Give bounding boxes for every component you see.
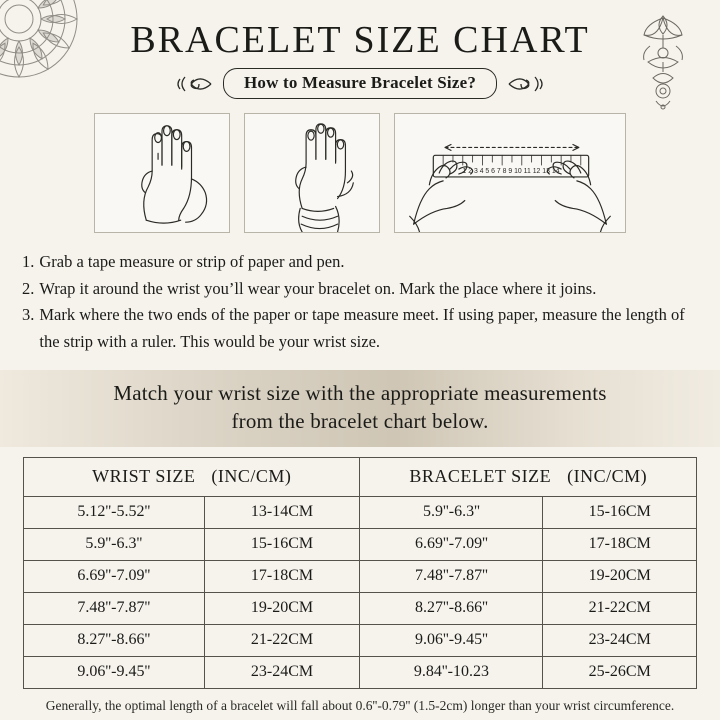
cell-bracelet-cm: 23-24CM xyxy=(543,624,697,656)
table-row xyxy=(24,656,697,688)
step-text: Grab a tape measure or strip of paper and pen. xyxy=(39,252,345,271)
cell-wrist-cm: 19-20CM xyxy=(204,592,360,624)
size-chart-table xyxy=(23,457,697,689)
table-row xyxy=(24,560,697,592)
table-header-row xyxy=(24,457,697,496)
list-item xyxy=(22,276,698,303)
step-number: 2. xyxy=(22,278,35,298)
footnote: Generally, the optimal length of a bracelet will fall about 0.6''-0.79'' (1.5-2cm) longer than your wrist circumference. xyxy=(45,697,675,713)
cell-wrist-cm: 23-24CM xyxy=(204,656,360,688)
cell-bracelet-inch: 6.69''-7.09'' xyxy=(360,528,543,560)
cell-bracelet-cm: 19-20CM xyxy=(543,560,697,592)
cell-bracelet-cm: 15-16CM xyxy=(543,496,697,528)
cell-wrist-inch: 5.12''-5.52'' xyxy=(24,496,205,528)
cell-wrist-inch: 9.06''-9.45'' xyxy=(24,656,205,688)
table-row xyxy=(24,592,697,624)
banner-line-1: Match your wrist size with the appropriate measurements xyxy=(113,380,607,405)
list-item xyxy=(22,249,698,276)
page-title: BRACELET SIZE CHART xyxy=(130,19,590,61)
cell-bracelet-inch: 7.48''-7.87'' xyxy=(360,560,543,592)
table-row xyxy=(24,624,697,656)
cell-bracelet-inch: 8.27''-8.66'' xyxy=(360,592,543,624)
banner-line-2: from the bracelet chart below. xyxy=(231,409,489,434)
cell-bracelet-cm: 21-22CM xyxy=(543,592,697,624)
cell-wrist-cm: 17-18CM xyxy=(204,560,360,592)
subtitle-pill: How to Measure Bracelet Size? xyxy=(223,68,497,99)
wrist-size-header xyxy=(24,457,360,496)
instruction-steps xyxy=(22,249,698,356)
subtitle-row xyxy=(0,68,720,99)
wrist-size-label: WRIST SIZE xyxy=(92,465,196,486)
cell-bracelet-cm: 17-18CM xyxy=(543,528,697,560)
right-flourish-icon xyxy=(507,73,543,95)
bracelet-size-label: BRACELET SIZE xyxy=(409,465,552,486)
step-text: Wrap it around the wrist you’ll wear your bracelet on. Mark the place where it joins. xyxy=(39,278,597,298)
hand-wrapping-tape-around-wrist-illustration xyxy=(244,113,380,233)
cell-wrist-inch: 7.48''-7.87'' xyxy=(24,592,205,624)
table-row xyxy=(24,528,697,560)
cell-bracelet-inch: 9.84''-10.23 xyxy=(360,656,543,688)
match-banner xyxy=(0,370,720,447)
bracelet-size-header xyxy=(360,457,697,496)
left-flourish-icon xyxy=(177,73,213,95)
bracelet-size-unit: (INC/CM) xyxy=(567,465,648,486)
hands-measuring-strip-with-ruler-illustration xyxy=(394,113,626,233)
table-row xyxy=(24,496,697,528)
cell-wrist-inch: 6.69''-7.09'' xyxy=(24,560,205,592)
cell-wrist-inch: 8.27''-8.66'' xyxy=(24,624,205,656)
ruler-tick-labels: 1 2 3 4 5 6 7 8 9 10 11 12 13 14 xyxy=(462,168,560,175)
cell-wrist-inch: 5.9''-6.3'' xyxy=(24,528,205,560)
cell-wrist-cm: 15-16CM xyxy=(204,528,360,560)
cell-bracelet-inch: 5.9''-6.3'' xyxy=(360,496,543,528)
step-text: Mark where the two ends of the paper or tape measure meet. If using paper, measure the length of the strip with a ruler. This would be your wrist size. xyxy=(39,305,685,352)
illustrations-row xyxy=(0,113,720,233)
cell-wrist-cm: 21-22CM xyxy=(204,624,360,656)
step-number: 3. xyxy=(22,305,35,325)
cell-wrist-cm: 13-14CM xyxy=(204,496,360,528)
cell-bracelet-cm: 25-26CM xyxy=(543,656,697,688)
step-number: 1. xyxy=(22,252,35,271)
list-item xyxy=(22,302,698,355)
cell-bracelet-inch: 9.06''-9.45'' xyxy=(360,624,543,656)
hand-with-tape-strip-illustration xyxy=(94,113,230,233)
wrist-size-unit: (INC/CM) xyxy=(211,465,292,486)
